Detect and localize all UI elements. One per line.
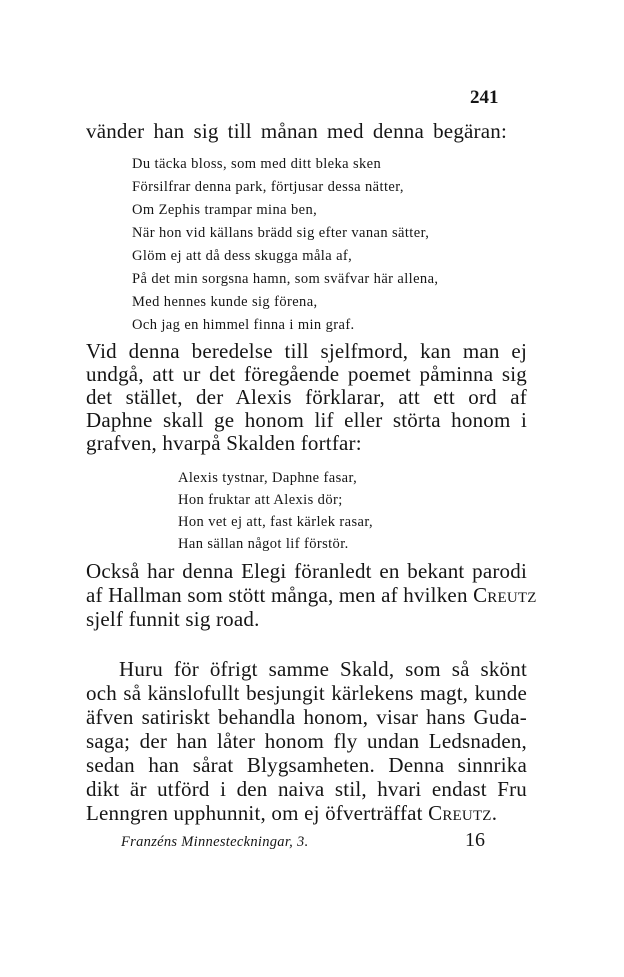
page-number: 241 <box>470 87 499 108</box>
paragraph-line: Vid denna beredelse till sjelfmord, kan man ej <box>86 339 527 363</box>
footer-signature: Franzéns Minnesteckningar, 3. <box>121 834 309 850</box>
author-name: Creutz <box>428 801 492 825</box>
poem-1-line: Försilfrar denna park, förtjusar dessa nätter, <box>132 179 404 195</box>
paragraph-line: undgå, att ur det föregående poemet påminna sig <box>86 362 527 386</box>
paragraph-line-text: . <box>491 801 498 825</box>
paragraph-line-text: Lenngren upphunnit, om ej öfverträffat <box>86 801 429 825</box>
paragraph-line: grafven, hvarpå Skalden fortfar: <box>86 431 362 455</box>
footer-sheet-number: 16 <box>465 829 485 851</box>
poem-1-line: Du täcka bloss, som med ditt bleka sken <box>132 156 382 172</box>
paragraph-line: Daphne skall ge honom lif eller störta honom i <box>86 408 527 432</box>
paragraph-line-text: af Hallman som stött många, men af hvilken <box>86 583 474 607</box>
paragraph-line <box>86 583 537 607</box>
poem-1-line: På det min sorgsna hamn, som sväfvar här allena, <box>132 271 439 287</box>
paragraph-line: Också har denna Elegi föranledt en bekant parodi <box>86 559 527 583</box>
paragraph-line: sedan han sårat Blygsamheten. Denna sinnrika <box>86 753 527 777</box>
poem-2-line: Hon vet ej att, fast kärlek rasar, <box>178 514 373 530</box>
paragraph-line: dikt är utförd i den naiva stil, hvari endast Fru <box>86 777 527 801</box>
poem-2-line: Hon fruktar att Alexis dör; <box>178 492 343 508</box>
poem-1-line: Glöm ej att då dess skugga måla af, <box>132 248 353 264</box>
poem-1-line: När hon vid källans brädd sig efter vanan sätter, <box>132 225 430 241</box>
paragraph-line: det stället, der Alexis förklarar, att ett ord af <box>86 385 527 409</box>
poem-2-line: Alexis tystnar, Daphne fasar, <box>178 470 358 486</box>
poem-1-line: Och jag en himmel finna i min graf. <box>132 317 355 333</box>
paragraph-line: saga; der han låter honom fly undan Ledsnaden, <box>86 729 527 753</box>
poem-1-line: Med hennes kunde sig förena, <box>132 294 318 310</box>
paragraph-line: sjelf funnit sig road. <box>86 607 260 631</box>
paragraph-line <box>86 803 497 824</box>
poem-2-line: Han sällan något lif förstör. <box>178 536 349 552</box>
paragraph-line: äfven satiriskt behandla honom, visar hans Guda- <box>86 705 527 729</box>
intro-line: vänder han sig till månan med denna begäran: <box>86 119 507 143</box>
poem-1-line: Om Zephis trampar mina ben, <box>132 202 318 218</box>
paragraph-line: och så känslofullt besjungit kärlekens magt, kunde <box>86 681 527 705</box>
author-name: Creutz <box>473 583 537 607</box>
paragraph-line: Huru för öfrigt samme Skald, som så skönt <box>119 657 527 681</box>
